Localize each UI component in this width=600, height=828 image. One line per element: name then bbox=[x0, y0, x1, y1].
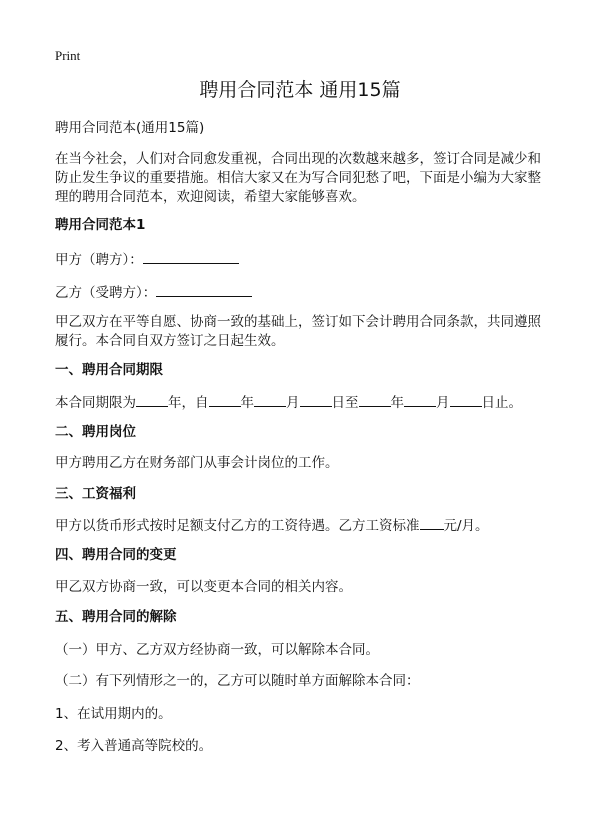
section-title: 聘用合同范本1 bbox=[55, 217, 146, 233]
party-a-blank bbox=[143, 249, 239, 264]
heading-termination: 五、聘用合同的解除 bbox=[55, 609, 177, 625]
salary-line bbox=[55, 515, 550, 536]
heading-change: 四、聘用合同的变更 bbox=[55, 547, 177, 563]
salary-text: 甲方以货币形式按时足额支付乙方的工资待遇。乙方工资标准 bbox=[55, 518, 420, 534]
termination-item-2: （二）有下列情形之一的，乙方可以随时单方面解除本合同： bbox=[55, 673, 420, 689]
term-text: 年 bbox=[240, 395, 254, 411]
heading-term: 一、聘用合同期限 bbox=[55, 362, 163, 378]
blank bbox=[254, 392, 286, 407]
blank bbox=[450, 392, 482, 407]
salary-blank bbox=[420, 515, 444, 530]
print-link[interactable]: Print bbox=[55, 48, 81, 63]
term-text: 月 bbox=[286, 395, 300, 411]
blank bbox=[136, 392, 168, 407]
list-item: 2、考入普通高等院校的。 bbox=[55, 738, 213, 754]
termination-item-1: （一）甲方、乙方双方经协商一致，可以解除本合同。 bbox=[55, 642, 379, 658]
preamble-paragraph: 甲乙双方在平等自愿、协商一致的基础上，签订如下会计聘用合同条款，共同遵照履行。本合同自双方签订之日起生效。 bbox=[55, 314, 541, 349]
party-b-line bbox=[55, 282, 550, 303]
page-title: 聘用合同范本 通用15篇 bbox=[199, 79, 401, 101]
term-text: 日至 bbox=[331, 395, 359, 411]
party-b-label: 乙方（受聘方）： bbox=[55, 285, 157, 301]
blank bbox=[359, 392, 391, 407]
blank bbox=[404, 392, 436, 407]
change-paragraph: 甲乙双方协商一致，可以变更本合同的相关内容。 bbox=[55, 579, 352, 595]
term-text: 月 bbox=[436, 395, 450, 411]
intro-paragraph: 在当今社会，人们对合同愈发重视，合同出现的次数越来越多，签订合同是减少和防止发生争议的重要措施。相信大家又在为写合同犯愁了吧，下面是小编为大家整理的聘用合同范本，欢迎阅读，希望大家能够喜欢。 bbox=[55, 151, 541, 205]
position-paragraph: 甲方聘用乙方在财务部门从事会计岗位的工作。 bbox=[55, 455, 339, 471]
term-text: 日止。 bbox=[481, 395, 522, 411]
party-a-label: 甲方（聘方）： bbox=[55, 252, 143, 268]
party-b-blank bbox=[156, 282, 252, 297]
list-item: 1、在试用期内的。 bbox=[55, 706, 172, 722]
term-text: 年 bbox=[390, 395, 404, 411]
subtitle: 聘用合同范本(通用15篇) bbox=[55, 120, 205, 136]
term-text: 年，自 bbox=[168, 395, 209, 411]
party-a-line bbox=[55, 249, 550, 270]
heading-position: 二、聘用岗位 bbox=[55, 424, 136, 440]
heading-salary: 三、工资福利 bbox=[55, 486, 136, 502]
blank bbox=[209, 392, 241, 407]
term-line bbox=[55, 392, 550, 413]
salary-unit: 元/月。 bbox=[443, 518, 489, 534]
term-text: 本合同期限为 bbox=[55, 395, 136, 411]
blank bbox=[300, 392, 332, 407]
